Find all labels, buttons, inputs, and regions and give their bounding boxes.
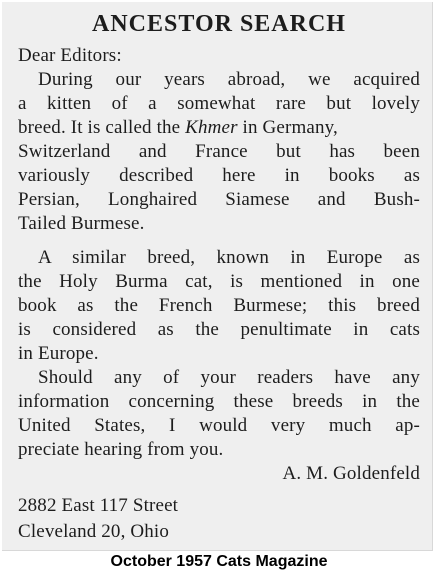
address-street: 2882 East 117 Street bbox=[18, 495, 179, 516]
source-caption: October 1957 Cats Magazine bbox=[110, 553, 328, 570]
paragraph-2-line-5: in Europe. bbox=[18, 343, 99, 364]
paragraph-3-line-4: preciate hearing from you. bbox=[18, 439, 224, 460]
paragraph-2-line-4: is considered as the penultimate in cats bbox=[18, 319, 420, 340]
signature: A. M. Goldenfeld bbox=[282, 463, 420, 484]
paragraph-1-line-2: a kitten of a somewhat rare but lovely bbox=[18, 93, 420, 114]
paragraph-1-line-5: variously described here in books as bbox=[18, 165, 420, 186]
paragraph-1-line-4: Switzerland and France but has been bbox=[18, 141, 420, 162]
paragraph-1-line-7: Tailed Burmese. bbox=[18, 213, 145, 234]
salutation: Dear Editors: bbox=[18, 45, 122, 66]
article-title: ANCESTOR SEARCH bbox=[92, 11, 346, 37]
paragraph-1-line-1: During our years abroad, we acquired bbox=[38, 69, 420, 90]
paragraph-1-line-3 bbox=[18, 116, 420, 140]
paragraph-1-line-6: Persian, Longhaired Siamese and Bush- bbox=[18, 189, 420, 210]
paragraph-3-line-3: United States, I would very much ap- bbox=[18, 415, 420, 436]
breed-name-khmer: Khmer bbox=[185, 117, 238, 138]
paragraph-2-line-2: the Holy Burma cat, is mentioned in one bbox=[18, 271, 420, 292]
address-city: Cleveland 20, Ohio bbox=[18, 521, 169, 542]
paragraph-3-line-2: information concerning these breeds in the bbox=[18, 391, 420, 412]
paragraph-1-line-3-text-b: in Germany, bbox=[237, 117, 338, 138]
paragraph-2-line-3: book as the French Burmese; this breed bbox=[18, 295, 420, 316]
paragraph-3-line-1: Should any of your readers have any bbox=[38, 367, 420, 388]
paragraph-2-line-1: A similar breed, known in Europe as bbox=[38, 247, 420, 268]
paragraph-1-line-3-text-a: breed. It is called the bbox=[18, 117, 186, 138]
